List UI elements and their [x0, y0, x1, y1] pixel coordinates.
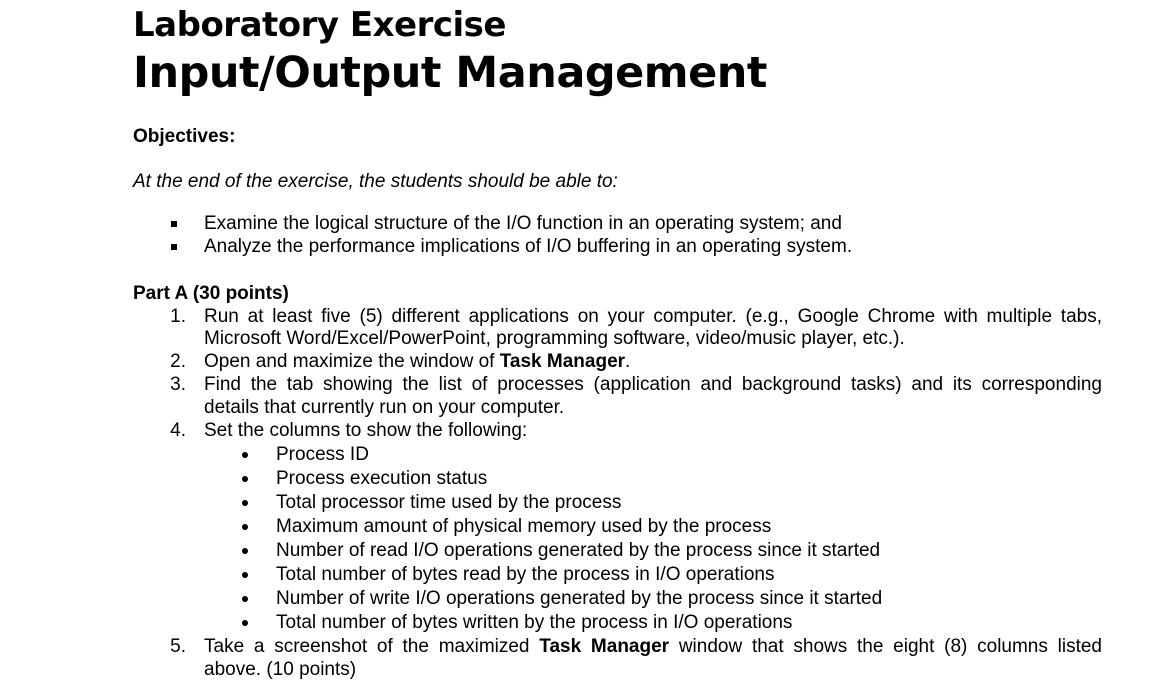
column-item: Number of read I/O operations generated by the process since it started — [276, 540, 881, 561]
step-number: 2. — [170, 351, 186, 372]
step-number: 1. — [170, 306, 186, 327]
objective-item: Analyze the performance implications of I/O buffering in an operating system. — [204, 236, 853, 257]
step-text: above. (10 points) — [204, 659, 357, 680]
step-text: Run at least five (5) different applications on your computer. (e.g., Google Chrome with multiple tabs, — [204, 306, 1102, 327]
step-text — [204, 350, 630, 373]
objectives-intro: At the end of the exercise, the students should be able to: — [133, 171, 618, 192]
bullet-icon — [242, 500, 248, 506]
step-text-segment: Open and maximize the window of — [204, 351, 500, 372]
objectives-heading: Objectives: — [133, 126, 236, 147]
task-manager-label: Task Manager — [499, 351, 626, 372]
step-number: 3. — [170, 374, 186, 395]
bullet-icon — [242, 548, 248, 554]
column-item: Total processor time used by the process — [276, 492, 622, 513]
step-text: Set the columns to show the following: — [204, 420, 528, 441]
step-text: Microsoft Word/Excel/PowerPoint, programming software, video/music player, etc.). — [204, 328, 905, 349]
task-manager-label: Task Manager — [539, 636, 670, 657]
step-text-segment: . — [625, 351, 631, 372]
step-number: 4. — [170, 420, 186, 441]
column-item: Maximum amount of physical memory used by the process — [276, 516, 772, 537]
column-item: Process execution status — [276, 468, 488, 489]
column-item: Process ID — [276, 444, 369, 465]
bullet-icon — [242, 620, 248, 626]
column-item: Total number of bytes written by the process in I/O operations — [276, 612, 793, 633]
step-text: Find the tab showing the list of processes (application and background tasks) and its corresponding — [204, 374, 1102, 395]
bullet-icon — [242, 572, 248, 578]
step-text: details that currently run on your computer. — [204, 397, 565, 418]
bullet-icon — [242, 524, 248, 530]
bullet-icon — [242, 452, 248, 458]
square-bullet-icon — [171, 221, 177, 227]
step-text-segment: window that shows the eight (8) columns listed — [669, 636, 1102, 657]
step-number: 5. — [170, 636, 186, 657]
part-a-heading: Part A (30 points) — [133, 283, 289, 304]
document-subtitle: Input/Output Management — [133, 48, 767, 98]
column-item: Number of write I/O operations generated by the process since it started — [276, 588, 883, 609]
step-text — [204, 635, 1102, 658]
objective-item: Examine the logical structure of the I/O function in an operating system; and — [204, 213, 842, 234]
square-bullet-icon — [171, 244, 177, 250]
step-text-segment: Take a screenshot of the maximized — [204, 636, 540, 657]
bullet-icon — [242, 476, 248, 482]
bullet-icon — [242, 596, 248, 602]
column-item: Total number of bytes read by the process in I/O operations — [276, 564, 775, 585]
document-title: Laboratory Exercise — [133, 5, 506, 45]
